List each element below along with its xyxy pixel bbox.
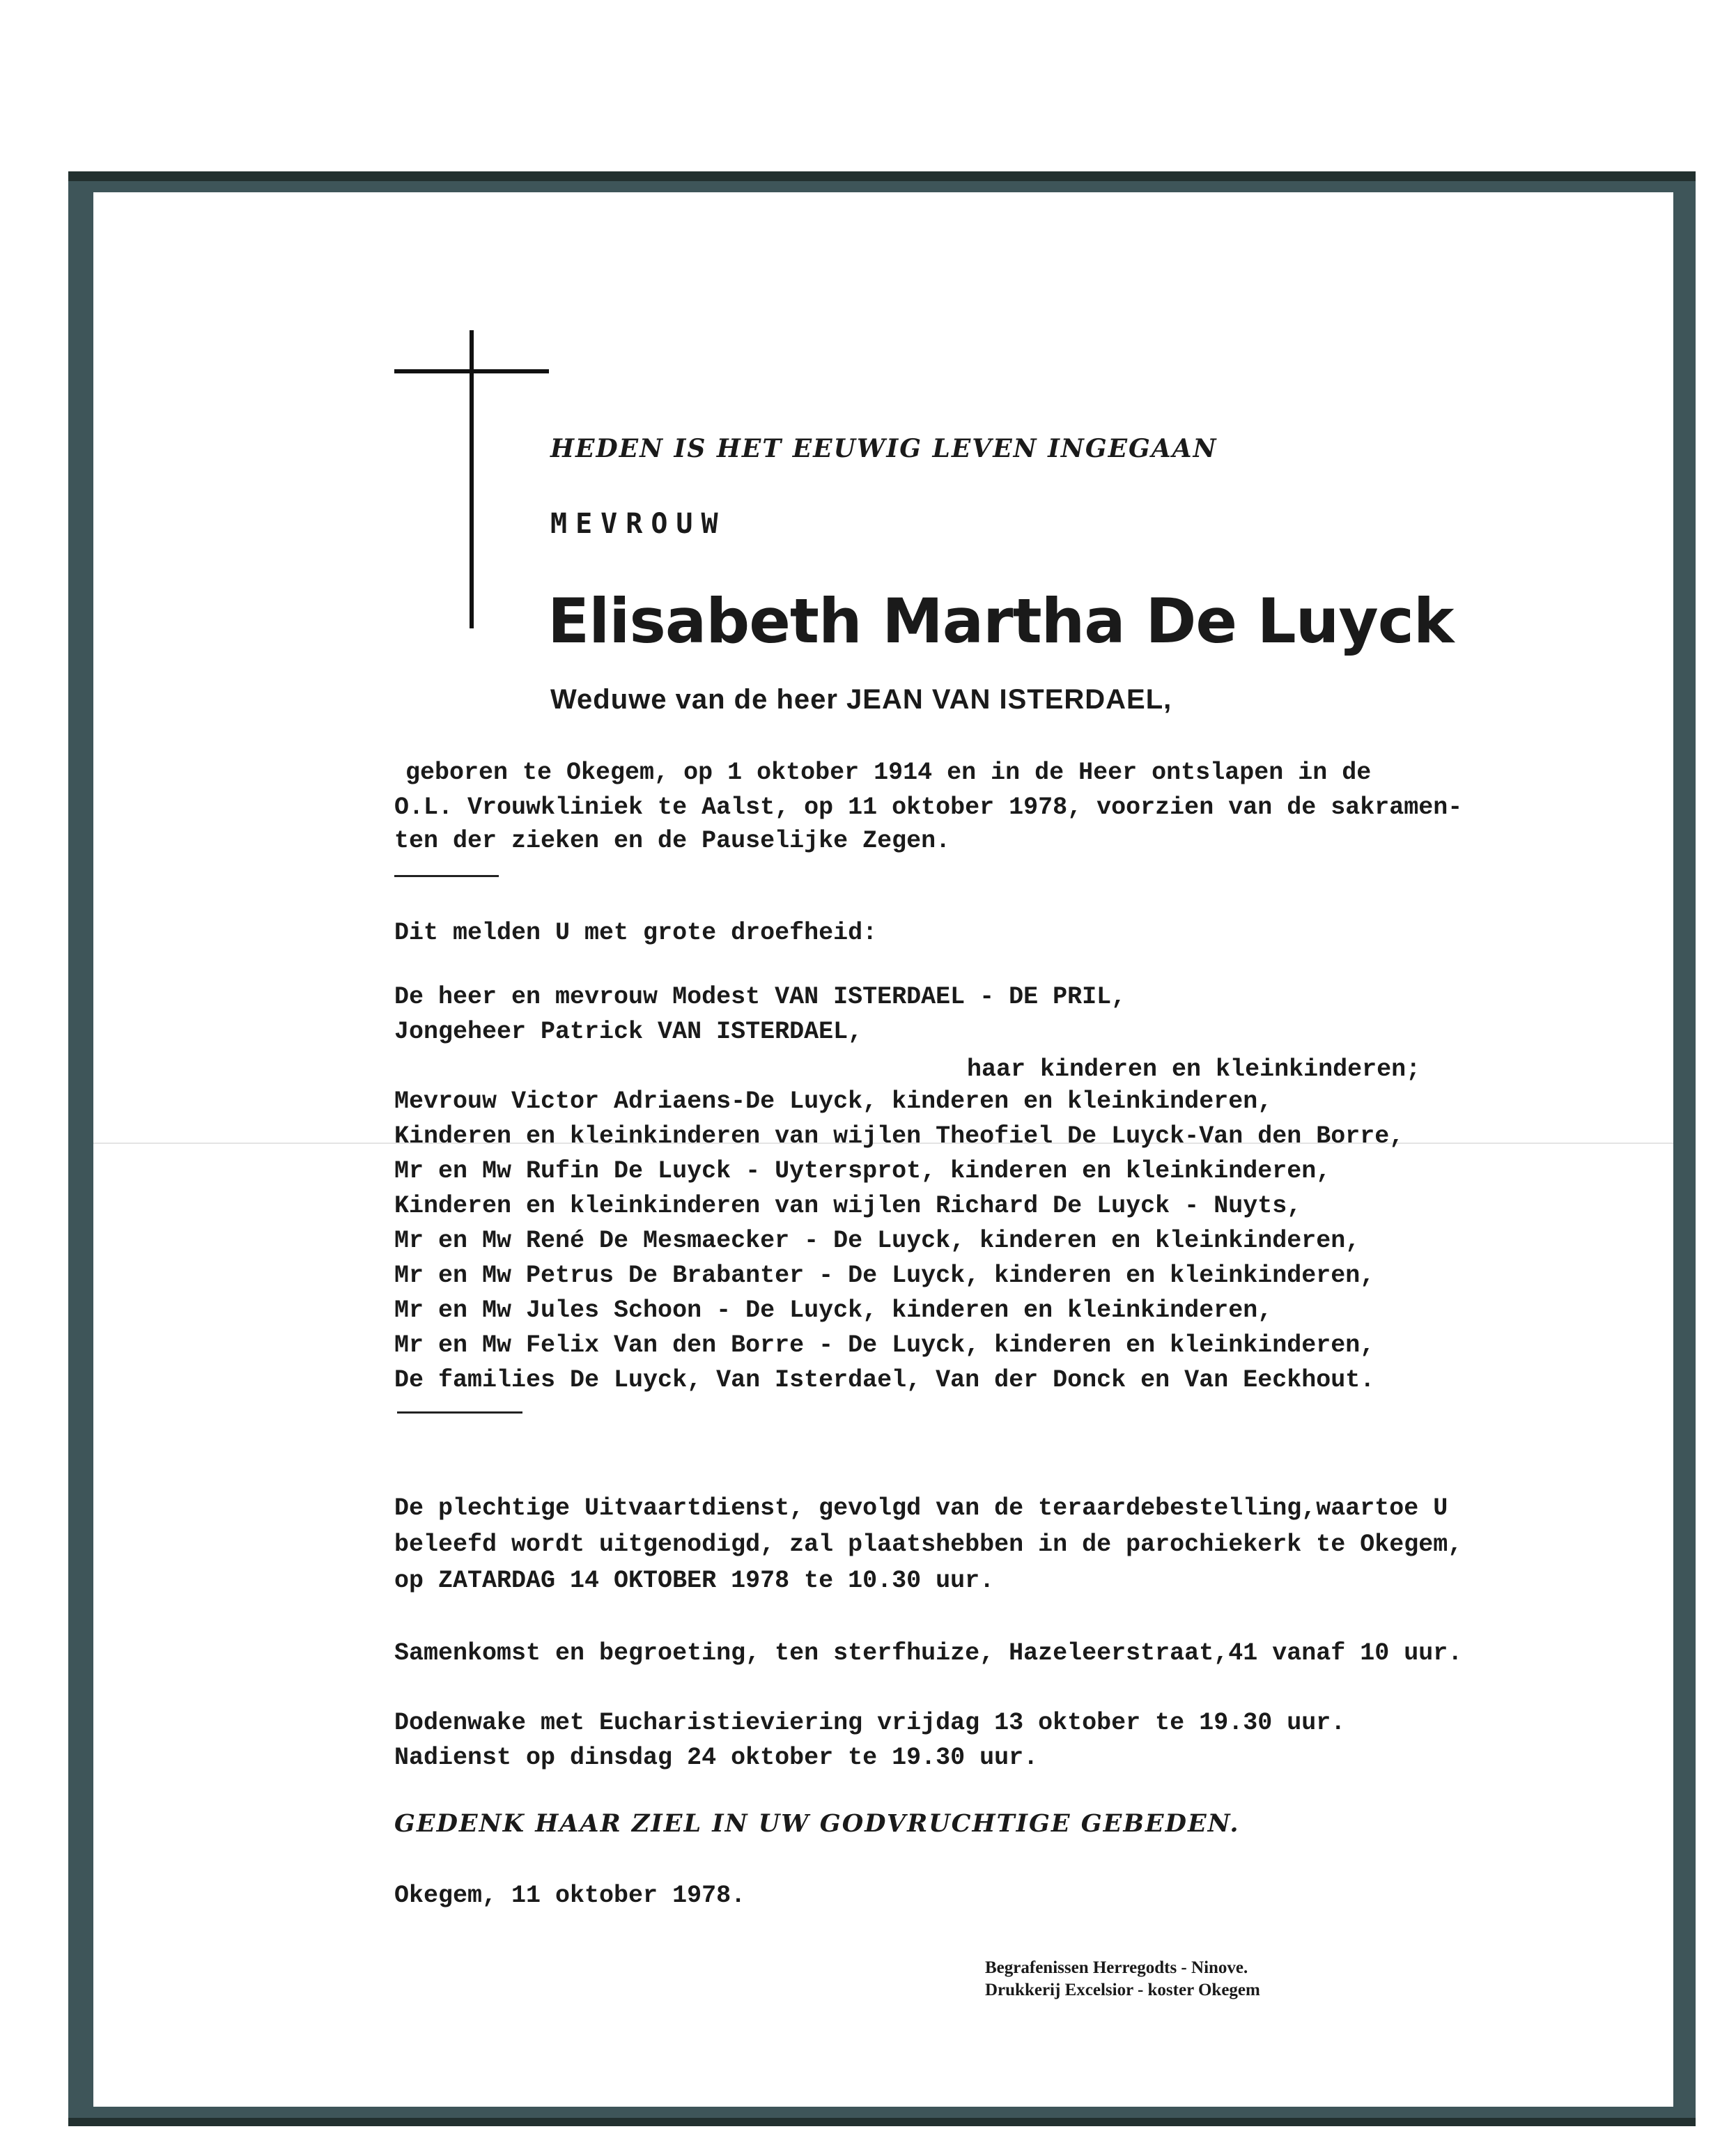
family-line: Mr en Mw Rufin De Luyck - Uytersprot, kinderen en kleinkinderen, xyxy=(394,1157,1331,1185)
family-line: haar kinderen en kleinkinderen; xyxy=(967,1055,1421,1083)
family-line: Mr en Mw Felix Van den Borre - De Luyck, kinderen en kleinkinderen, xyxy=(394,1331,1375,1359)
title-prefix: MEVROUW xyxy=(550,508,727,540)
family-line: Mr en Mw René De Mesmaecker - De Luyck, kinderen en kleinkinderen, xyxy=(394,1227,1361,1255)
family-line: Kinderen en kleinkinderen van wijlen Theofiel De Luyck-Van den Borre, xyxy=(394,1122,1404,1150)
birth-death-line: ten der zieken en de Pauselijke Zegen. xyxy=(394,827,951,855)
separator xyxy=(397,1411,522,1414)
border-bottom-edge xyxy=(68,2118,1696,2126)
birth-death-line: O.L. Vrouwkliniek te Aalst, op 11 oktober 1978, voorzien van de sakramen- xyxy=(394,793,1463,821)
service-line: op ZATARDAG 14 OKTOBER 1978 te 10.30 uur. xyxy=(394,1567,995,1595)
family-line: Jongeheer Patrick VAN ISTERDAEL, xyxy=(394,1018,863,1046)
widow-line: Weduwe van de heer JEAN VAN ISTERDAEL, xyxy=(550,684,1172,715)
separator xyxy=(394,875,499,877)
cross-icon xyxy=(470,330,474,628)
place-date: Okegem, 11 oktober 1978. xyxy=(394,1882,746,1910)
family-line: Kinderen en kleinkinderen van wijlen Richard De Luyck - Nuyts, xyxy=(394,1192,1302,1220)
printer-line: Drukkerij Excelsior - koster Okegem xyxy=(985,1981,1260,1999)
announcement-intro: Dit melden U met grote droefheid: xyxy=(394,919,878,947)
family-line: Mevrouw Victor Adriaens-De Luyck, kinderen en kleinkinderen, xyxy=(394,1087,1273,1115)
family-line: Mr en Mw Jules Schoon - De Luyck, kinderen en kleinkinderen, xyxy=(394,1296,1273,1324)
heading: HEDEN IS HET EEUWIG LEVEN INGEGAAN xyxy=(550,434,1218,463)
cross-icon-bar xyxy=(394,369,549,373)
birth-death-line: geboren te Okegem, op 1 oktober 1914 en in de Heer ontslapen in de xyxy=(405,759,1372,787)
service-line: beleefd wordt uitgenodigd, zal plaatshebben in de parochiekerk te Okegem, xyxy=(394,1531,1463,1558)
border-top-edge xyxy=(68,171,1696,181)
family-line: De families De Luyck, Van Isterdael, Van der Donck en Van Eeckhout. xyxy=(394,1366,1375,1394)
wake-line: Dodenwake met Eucharistieviering vrijdag 13 oktober te 19.30 uur. xyxy=(394,1709,1346,1737)
family-line: De heer en mevrouw Modest VAN ISTERDAEL - DE PRIL, xyxy=(394,983,1126,1011)
wake-line: Nadienst op dinsdag 24 oktober te 19.30 uur. xyxy=(394,1744,1039,1772)
service-line: De plechtige Uitvaartdienst, gevolgd van de teraardebestelling,waartoe U xyxy=(394,1494,1448,1522)
gathering-line: Samenkomst en begroeting, ten sterfhuize, Hazeleerstraat,41 vanaf 10 uur. xyxy=(394,1639,1463,1667)
deceased-name: Elisabeth Martha De Luyck xyxy=(548,585,1454,657)
printer-line: Begrafenissen Herregodts - Ninove. xyxy=(985,1958,1248,1977)
family-line: Mr en Mw Petrus De Brabanter - De Luyck, kinderen en kleinkinderen, xyxy=(394,1262,1375,1290)
closing-prayer: GEDENK HAAR ZIEL IN UW GODVRUCHTIGE GEBEDEN. xyxy=(394,1809,1240,1838)
